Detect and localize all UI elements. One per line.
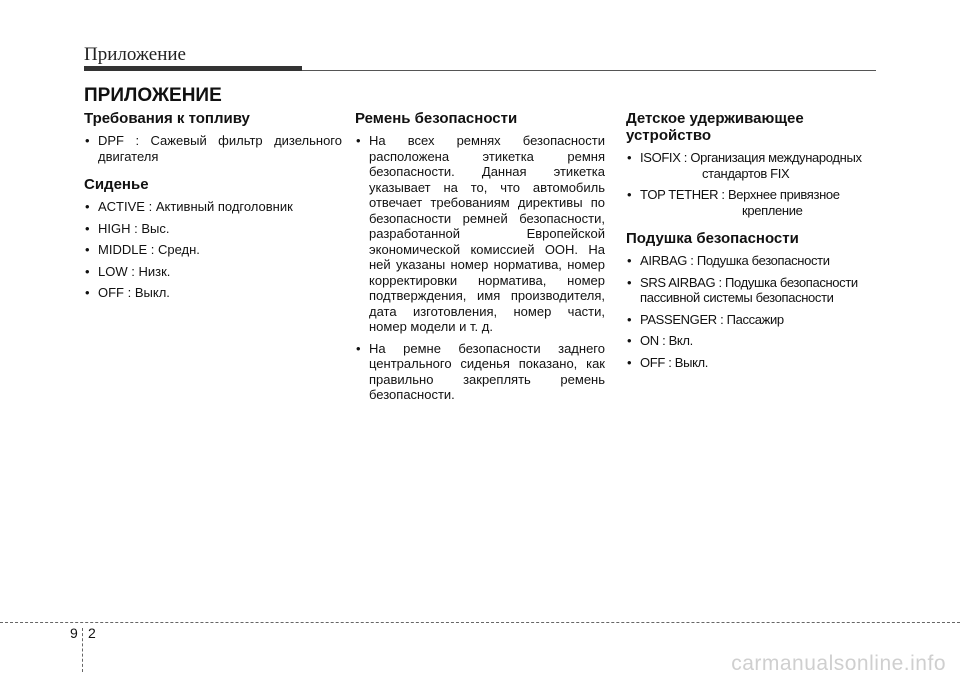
list-item: • ISOFIX : Организация международных стандартов FIX: [626, 150, 876, 181]
term-desc: Выкл.: [674, 354, 709, 370]
list-item: • На ремне безопасности заднего центрального сиденья показано, как правильно закреплять ремень безопасности.: [355, 341, 605, 403]
list-item: • TOP TETHER : Верхнее привязное крепление: [626, 187, 876, 218]
term: PASSENGER: [640, 311, 717, 327]
term: LOW: [98, 263, 128, 279]
header-rule-thick: [84, 66, 302, 71]
term: TOP TETHER: [640, 187, 719, 202]
list-item: • MIDDLE : Средн.: [84, 242, 342, 258]
term-desc-continued: крепление: [742, 202, 803, 218]
list-item: • AIRBAG : Подушка безопасности: [626, 253, 876, 269]
term: ACTIVE: [98, 199, 145, 214]
section-title-seatbelt: Ремень безопасности: [355, 110, 518, 127]
column-right: [626, 110, 876, 376]
chapter-title: Приложение: [84, 44, 186, 65]
airbag-list: [626, 253, 876, 370]
term: HIGH: [98, 220, 131, 236]
term-desc-continued: стандартов FIX: [702, 165, 790, 181]
term-desc: Подушка безопасности: [696, 253, 830, 268]
term-desc: Выкл.: [134, 285, 170, 300]
footer-dashed-divider: [82, 628, 83, 672]
page-title: ПРИЛОЖЕНИЕ: [84, 85, 222, 106]
seat-list: [84, 199, 342, 301]
list-item: • HIGH : Выс.: [84, 221, 342, 237]
section-title-airbag: Подушка безопасности: [626, 230, 799, 247]
section-title-fuel: Требования к топливу: [84, 110, 250, 127]
list-item: • ACTIVE : Активный подголовник: [84, 199, 342, 215]
term: OFF: [640, 354, 665, 370]
term: DPF: [98, 133, 124, 148]
list-item: • ON : Вкл.: [626, 333, 876, 349]
term: ON: [640, 333, 659, 348]
column-middle: [355, 110, 605, 409]
term: ISOFIX: [640, 150, 681, 165]
footer-dashed-rule: [0, 622, 960, 623]
term-desc: Выс.: [141, 220, 170, 236]
page-number: 2: [88, 625, 96, 641]
term-desc: Вкл.: [668, 333, 693, 348]
section-title-child-restraint: Детское удерживающее устройство: [626, 110, 804, 144]
term-desc: Верхнее привязное: [727, 187, 840, 202]
term-desc-continued: пассивной системы безопасности: [640, 290, 834, 305]
term-desc: Низк.: [138, 263, 171, 279]
term: AIRBAG: [640, 253, 688, 268]
list-item: • OFF : Выкл.: [626, 355, 876, 371]
term-desc: Средн.: [157, 242, 200, 257]
list-item: • SRS AIRBAG : Подушка безопасности пассивной системы безопасности: [626, 275, 876, 306]
list-item: • OFF : Выкл.: [84, 285, 342, 301]
term-desc: Пассажир: [726, 311, 784, 327]
term-desc: Подушка безопасности: [725, 274, 858, 290]
term-desc: Активный подголовник: [155, 199, 293, 214]
fuel-list: [84, 133, 342, 164]
term: OFF: [98, 285, 124, 300]
column-left: [84, 110, 342, 307]
term: SRS AIRBAG: [640, 274, 716, 290]
list-item: • На всех ремнях безопасности расположена этикетка ремня безопасности. Данная этикетка указывает на то, что автомобиль отвечает требованиям директивы по безопасности ремней безопасности, разработанной Европейской экономической комиссией ООН. На ней указаны номер норматива, номер корректировки норматива, номер подтверждения, имя производителя, дата изготовления, номер части, номер модели и т. д.: [355, 133, 605, 335]
term: MIDDLE: [98, 242, 148, 257]
seatbelt-list: [355, 133, 605, 403]
header-rule-thin: [302, 70, 876, 71]
term-desc: Сажевый фильтр дизельного двигателя: [98, 133, 342, 164]
page-number-chapter: 9: [70, 625, 78, 641]
section-title-seat: Сиденье: [84, 176, 149, 193]
list-item: • DPF : Сажевый фильтр дизельного двигателя: [84, 133, 342, 164]
list-item: • LOW : Низк.: [84, 264, 342, 280]
term-desc: Организация международных: [690, 150, 862, 165]
list-item: • PASSENGER : Пассажир: [626, 312, 876, 328]
watermark: carmanualsonline.info: [731, 652, 946, 675]
child-restraint-list: [626, 150, 876, 218]
